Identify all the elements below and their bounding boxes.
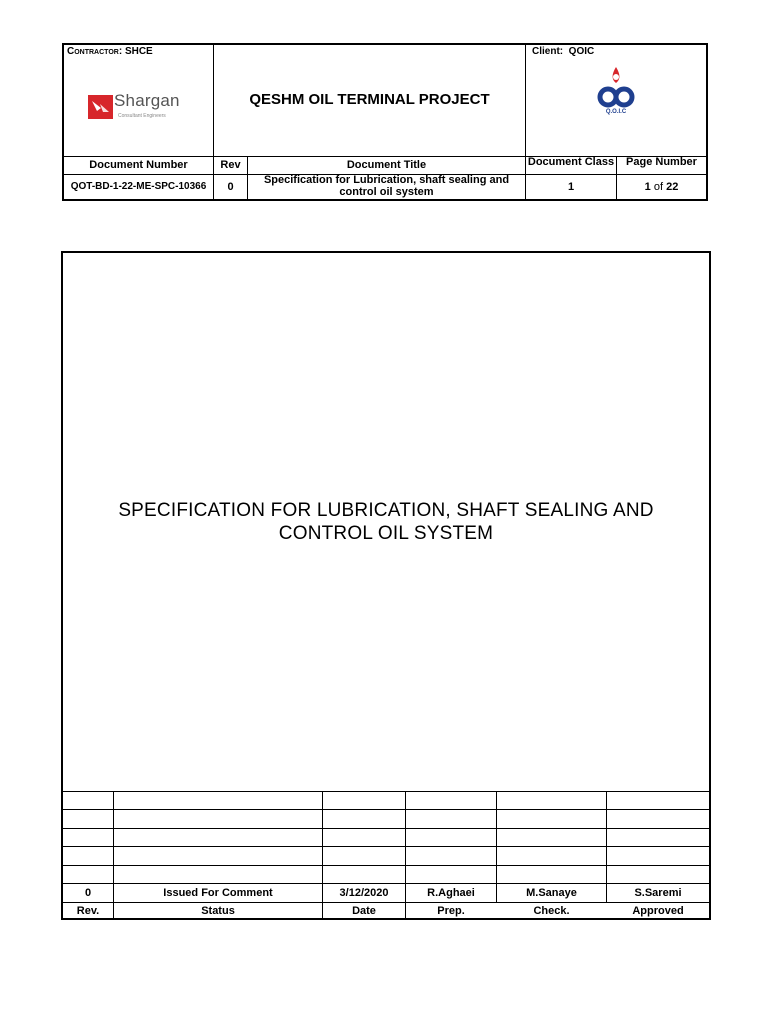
- revision-table: [63, 791, 709, 922]
- rev-entry-date: 3/12/2020: [339, 886, 389, 899]
- document-number-value: QOT-BD-1-22-ME-SPC-10366: [70, 181, 207, 192]
- shargan-logo-icon: [88, 95, 113, 119]
- document-main-title: SPECIFICATION FOR LUBRICATION, SHAFT SEALING AND CONTROL OIL SYSTEM: [118, 500, 654, 544]
- rev-value: 0: [227, 181, 234, 193]
- rev-entry-prep: R.Aghaei: [427, 886, 475, 899]
- contractor-label: Contractor: SHCE: [67, 46, 153, 57]
- document-title-value: Specification for Lubrication, shaft sealing and control oil system: [263, 174, 510, 198]
- rev-entry-rev: 0: [84, 886, 92, 899]
- document-class-value: 1: [567, 181, 575, 193]
- shargan-logo-subtext: Consultant Engineers: [118, 113, 166, 119]
- col-page-number: Page Number: [626, 156, 697, 168]
- divider: [525, 45, 526, 157]
- qoic-logo-text: Q.O.I.C: [605, 109, 627, 115]
- client-label: Client: QOIC: [532, 46, 595, 57]
- rev-entry-approved: S.Saremi: [634, 886, 682, 899]
- col-document-title: Document Title: [346, 159, 427, 171]
- rev-header-approved: Approved: [632, 905, 684, 917]
- rev-header-check: Check.: [533, 905, 570, 917]
- rev-header-status: Status: [201, 905, 235, 917]
- header-block: [62, 43, 708, 201]
- rev-entry-check: M.Sanaye: [526, 886, 577, 899]
- project-title: QESHM OIL TERMINAL PROJECT: [249, 91, 490, 108]
- shargan-logo-text: Shargan: [114, 91, 180, 110]
- rev-header-rev: Rev.: [76, 905, 100, 917]
- rev-entry-status: Issued For Comment: [163, 886, 273, 899]
- rev-header-date: Date: [352, 905, 376, 917]
- page-number-value: 1 of 22: [644, 181, 679, 193]
- col-document-number: Document Number: [89, 159, 188, 171]
- cover-frame: [61, 251, 711, 920]
- rev-header-prep: Prep.: [437, 905, 465, 917]
- col-rev: Rev: [220, 159, 241, 171]
- col-document-class: Document Class: [527, 156, 615, 168]
